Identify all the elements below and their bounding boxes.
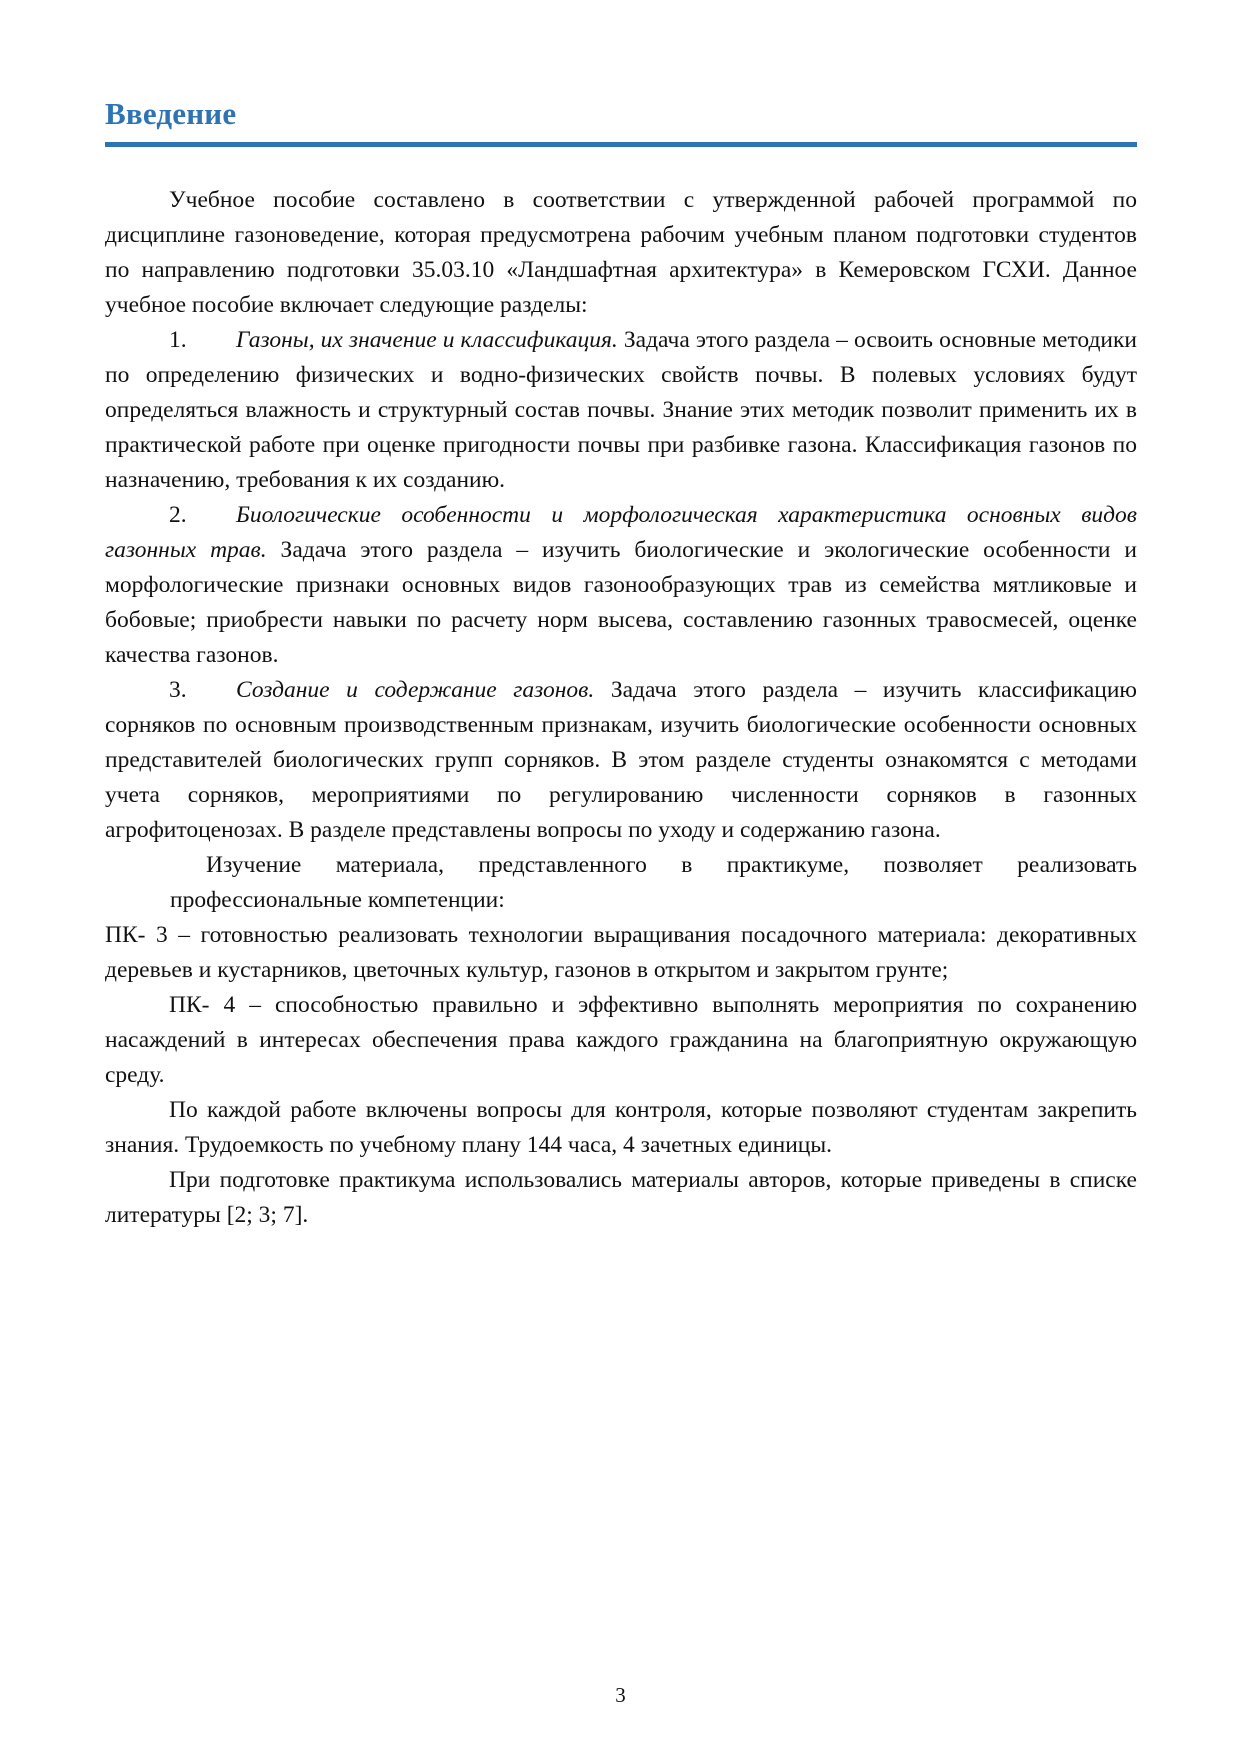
list-number: 3. <box>169 677 187 703</box>
paragraph-text: Учебное пособие составлено в соответствии с утвержденной рабочей программой по дисциплине газоноведение, которая предусмотрена рабочим учебным планом подготовки студентов по направлению подготовки 35.03.10 «Ландшафтная архитектура» в Кемеровском ГСХИ. Данное учебное пособие включает следующие разделы: <box>105 187 1137 318</box>
paragraph <box>105 1163 1137 1233</box>
page-number: 3 <box>615 1683 626 1707</box>
list-number: 1. <box>169 327 187 353</box>
paragraph <box>170 848 1137 918</box>
paragraph-text: По каждой работе включены вопросы для контроля, которые позволяют студентам закрепить знания. Трудоемкость по учебному плану 144 часа, 4 зачетных единицы. <box>105 1097 1137 1158</box>
section-title-italic: Биологические особенности и морфологическая характеристика основных видов газонных трав. <box>105 502 1137 563</box>
paragraph-text: Задача этого раздела – изучить классификацию сорняков по основным производственным признакам, изучить биологические особенности основных представителей биологических групп сорняков. В этом разделе студенты ознакомятся с методами учета сорняков, мероприятиями по регулированию численности сорняков в газонных агрофитоценозах. В разделе представлены вопросы по уходу и содержанию газона. <box>105 677 1137 843</box>
paragraph-text: При подготовке практикума использовались материалы авторов, которые приведены в списке литературы [2; 3; 7]. <box>105 1167 1137 1228</box>
paragraph-text: Задача этого раздела – освоить основные методики по определению физических и водно-физических свойств почвы. В полевых условиях будут определяться влажность и структурный состав почвы. Знание этих методик позволит применить их в практической работе при оценке пригодности почвы при разбивке газона. Классификация газонов по назначению, требования к их созданию. <box>105 327 1137 493</box>
paragraph-text: Изучение материала, представленного в практикуме, позволяет реализовать профессиональные компетенции: <box>170 852 1137 913</box>
paragraph-text: ПК- 4 – способностью правильно и эффективно выполнять мероприятия по сохранению насаждений в интересах обеспечения права каждого гражданина на благоприятную окружающую среду. <box>105 992 1137 1088</box>
paragraph <box>105 1093 1137 1163</box>
title-divider <box>105 142 1137 147</box>
paragraph <box>105 183 1137 323</box>
paragraph-numbered <box>105 673 1137 848</box>
paragraph-numbered <box>105 498 1137 673</box>
paragraph <box>105 988 1137 1093</box>
paragraph-text: ПК- 3 – готовностью реализовать технологии выращивания посадочного материала: декоративных деревьев и кустарников, цветочных культур, газонов в открытом и закрытом грунте; <box>105 922 1137 983</box>
page-title: Введение <box>105 96 237 131</box>
paragraph <box>105 918 1137 988</box>
section-title-italic: Газоны, их значение и классификация. <box>236 327 618 353</box>
paragraph-text: Задача этого раздела – изучить биологические и экологические особенности и морфологические признаки основных видов газонообразующих трав из семейства мятликовые и бобовые; приобрести навыки по расчету норм высева, составлению газонных травосмесей, оценке качества газонов. <box>105 537 1137 668</box>
list-number: 2. <box>169 502 187 528</box>
section-title-italic: Создание и содержание газонов. <box>236 677 595 703</box>
page-content <box>105 96 1137 1233</box>
paragraph-numbered <box>105 323 1137 498</box>
